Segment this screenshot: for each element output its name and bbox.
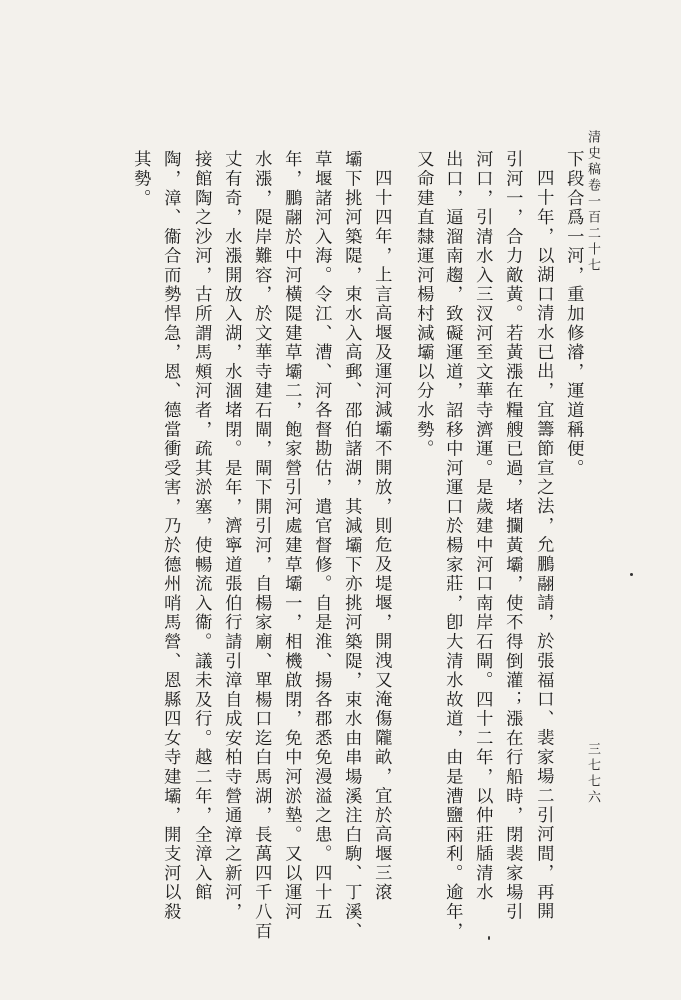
text-column: 四十年，以湖口清水已出，宜籌節宣之法，允鵬翮請，於張福口、裴家場二引河間，再開	[533, 169, 554, 922]
text-column: 年，鵬翮於中河橫隄建草壩二，飽家營引河處建草壩一，相機啟閉，免中河淤墊。又以運河	[281, 150, 302, 922]
text-column: 四十四年，上言高堰及運河減壩不開放，則危及堤堰，開洩又淹傷隴畝，宜於高堰三滾	[371, 169, 392, 903]
text-column: 出口，逼溜南趨，致礙運道，詔移中河運口於楊家莊，卽大清水故道，由是漕鹽兩利。逾年，	[442, 150, 463, 941]
text-column: 又命建直隸運河楊村減壩以分水勢。	[413, 150, 434, 459]
print-speck	[630, 573, 633, 576]
text-column: 其勢。	[130, 150, 151, 208]
page-number: 三七七六	[585, 742, 600, 806]
book-title-header: 清史稿卷一百二十七	[585, 130, 600, 274]
text-column: 陶，漳、衞合而勢悍急，恩、德當衝受害，乃於德州哨馬營、恩縣四女寺建壩，開支河以殺	[160, 150, 181, 922]
text-column: 水漲，隄岸難容，於文華寺建石閘，閘下開引河，自楊家廟、單楊口迄白馬湖，長萬四千八百	[251, 150, 272, 941]
text-column: 接館陶之沙河，古所謂馬頰河者，疏其淤塞，使暢流入衞。議未及行。越二年，全漳入館	[191, 150, 212, 903]
text-column: 草堰諸河入海。令江、漕、河各督勘估，遣官督修。自是淮、揚各郡悉免漫溢之患。四十五	[311, 150, 332, 922]
text-column: 河口，引清水入三汊河至文華寺濟運。是歲建中河口南岸石閘。四十二年，以仲莊牐清水	[472, 150, 493, 903]
print-speck	[488, 936, 490, 940]
text-column: 引河一，合力敵黃。若黃漲在糧艘已過，堵攔黃壩，使不得倒灌；漲在行船時，閉裴家場引	[502, 150, 523, 922]
text-column: 丈有奇，水漲開放入湖，水涸堵閉。是年，濟寧道張伯行請引漳自成安柏寺營通漳之新河，	[221, 150, 242, 922]
text-column: 下段合爲一河，重加修濬，運道稱便。	[563, 150, 584, 478]
text-column: 壩下挑河築隄，束水入高郵、邵伯諸湖，其減壩下亦挑河築隄，束水由串場溪注白駒、丁溪、	[341, 150, 362, 941]
